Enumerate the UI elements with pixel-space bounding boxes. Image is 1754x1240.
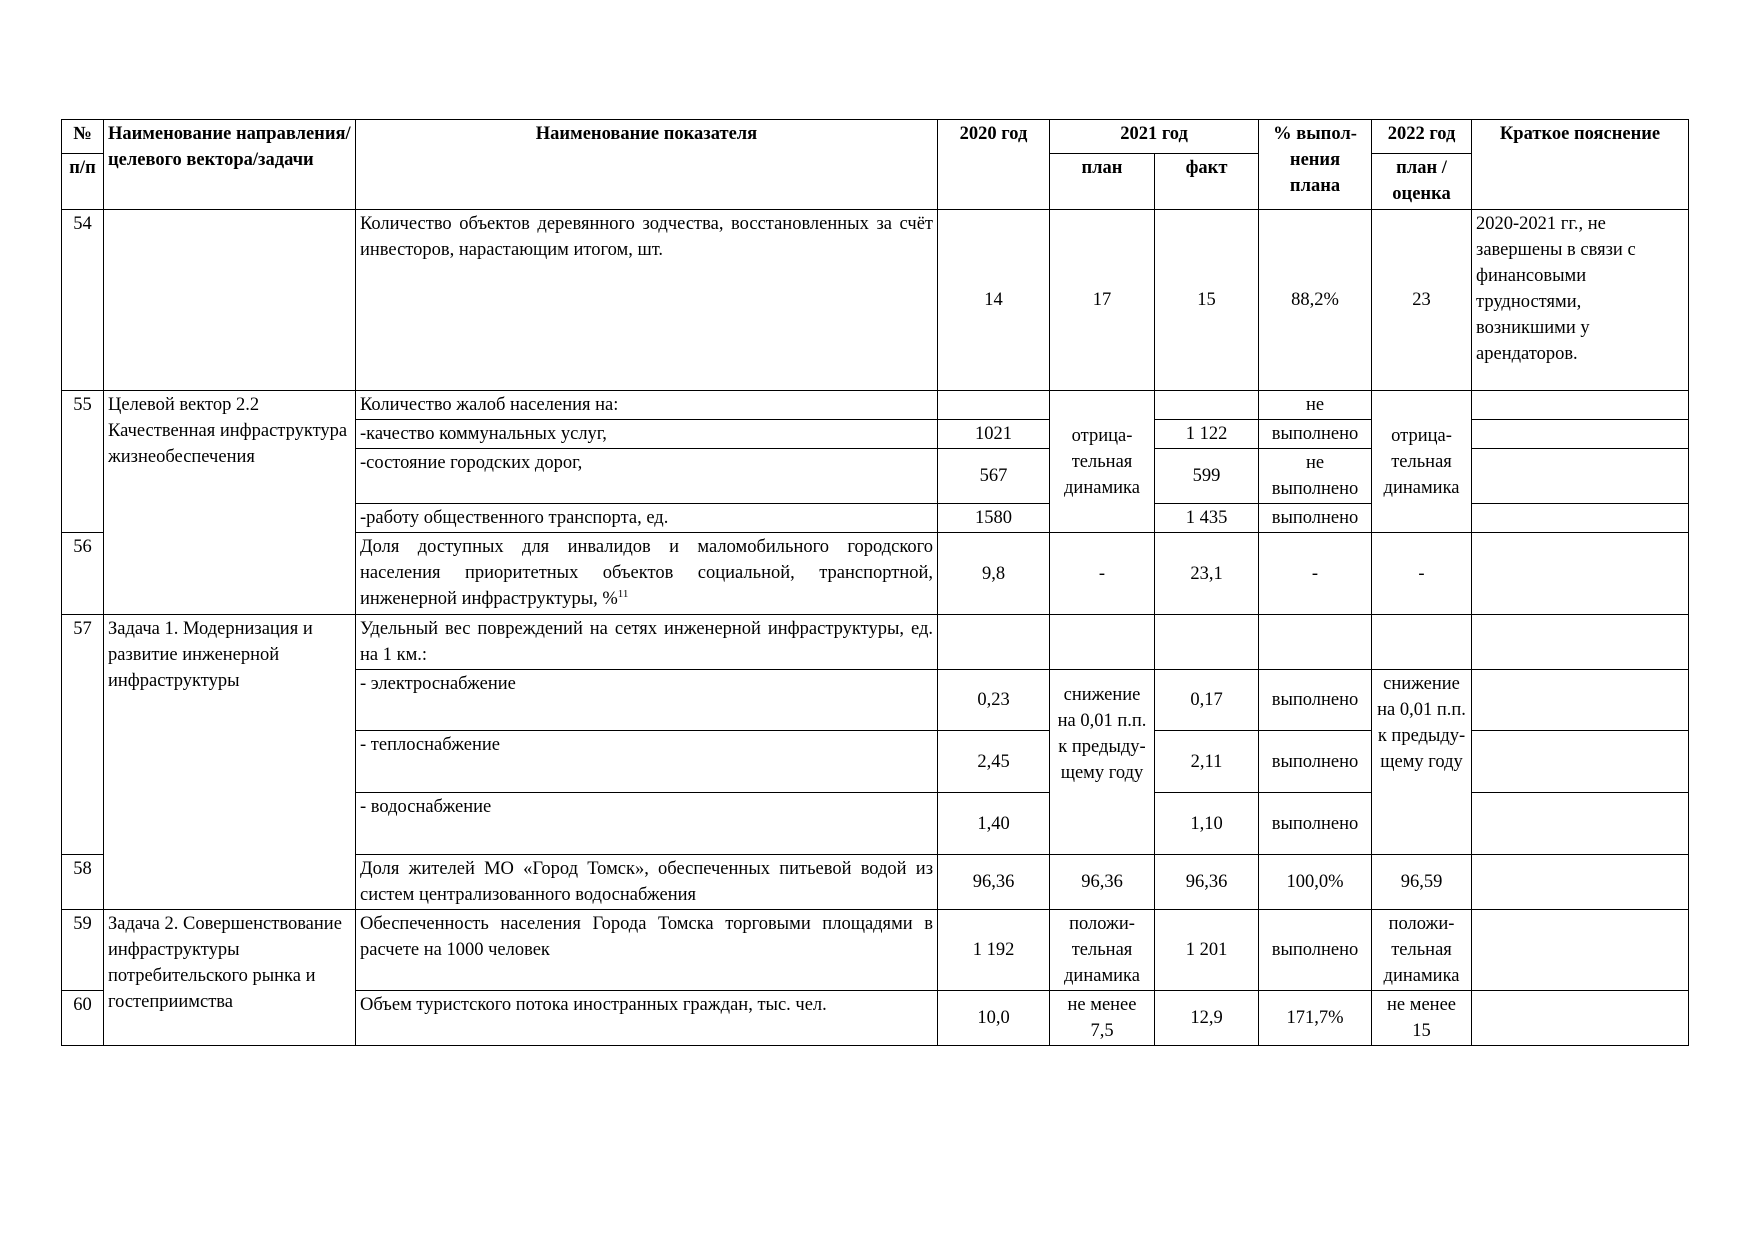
plan-2021: - [1050,533,1155,615]
table-row-57 [62,615,1689,670]
indicator-name: -работу общественного транспорта, ед. [356,504,938,533]
fact-2021: 1,10 [1155,793,1259,855]
value-2020: 96,36 [938,855,1050,910]
percent-complete: не выполнено [1259,449,1372,504]
note-cell [1472,504,1689,533]
note-cell: 2020-2021 гг., не завершены в связи с финансовыми трудностями, возникшими у арендаторов. [1472,210,1689,391]
value-2020: 1,40 [938,793,1050,855]
fact-2021: 1 122 [1155,420,1259,449]
plan-2022: - [1372,533,1472,615]
header-2020: 2020 год [938,120,1050,210]
plan-2021: 96,36 [1050,855,1155,910]
note-cell [1472,391,1689,420]
report-table [61,119,1689,1046]
value-2020: 1580 [938,504,1050,533]
value-2020: 567 [938,449,1050,504]
percent-complete: выполнено [1259,910,1372,991]
note-cell [1472,855,1689,910]
percent-complete: выполнено [1259,670,1372,731]
row-number: 58 [62,855,104,910]
plan-2021: не менее 7,5 [1050,991,1155,1046]
percent-complete: - [1259,533,1372,615]
header-2021: 2021 год [1050,120,1259,154]
indicator-name: Количество объектов деревянного зодчества, восстановленных за счёт инвесторов, нарастающим итогом, шт. [356,210,938,391]
percent-complete: выполнено [1259,793,1372,855]
table-row-55 [62,391,1689,420]
note-cell [1472,991,1689,1046]
header-indicator: Наименование показателя [356,120,938,210]
plan-2022: 96,59 [1372,855,1472,910]
footnote-mark: 11 [617,587,629,600]
header-plan-estimate: план / оценка [1372,154,1472,210]
value-2020: 1 192 [938,910,1050,991]
header-num-2: п/п [62,154,104,210]
percent-complete: не [1259,391,1372,420]
note-cell [1472,731,1689,793]
indicator-name: Количество жалоб населения на: [356,391,938,420]
value-2020: 1021 [938,420,1050,449]
percent-complete: 100,0% [1259,855,1372,910]
value-2020: 2,45 [938,731,1050,793]
fact-2021 [1155,391,1259,420]
percent-complete: 171,7% [1259,991,1372,1046]
direction-cell: Целевой вектор 2.2 Качественная инфраструктура жизнеобеспечения [104,391,356,615]
plan-2022 [1372,615,1472,670]
note-cell [1472,533,1689,615]
fact-2021 [1155,615,1259,670]
fact-2021: 599 [1155,449,1259,504]
fact-2021: 1 435 [1155,504,1259,533]
value-2020 [938,391,1050,420]
row-number: 59 [62,910,104,991]
indicator-text: Доля доступных для инвалидов и маломобильного городского населения приоритетных объектов социальной, транспортной, инженерной инфраструктуры, % [360,537,933,609]
table-row-59 [62,910,1689,991]
note-cell [1472,670,1689,731]
plan-2022: снижение на 0,01 п.п. к предыду-щему году [1372,670,1472,855]
value-2020 [938,615,1050,670]
plan-2021: 17 [1050,210,1155,391]
row-number: 60 [62,991,104,1046]
direction-cell: Задача 2. Совершенствование инфраструктуры потребительского рынка и гостеприимства [104,910,356,1046]
fact-2021: 1 201 [1155,910,1259,991]
row-number: 56 [62,533,104,615]
value-2020: 9,8 [938,533,1050,615]
fact-2021: 2,11 [1155,731,1259,793]
indicator-name: - электроснабжение [356,670,938,731]
indicator-name: -качество коммунальных услуг, [356,420,938,449]
plan-2022: положи-тельная динамика [1372,910,1472,991]
note-cell [1472,449,1689,504]
indicator-name [356,533,938,615]
indicator-name: -состояние городских дорог, [356,449,938,504]
percent-complete: выполнено [1259,504,1372,533]
indicator-name: - теплоснабжение [356,731,938,793]
header-2022: 2022 год [1372,120,1472,154]
header-direction: Наименование направления/целевого вектора/задачи [104,120,356,210]
table-row-54 [62,210,1689,391]
direction-cell: Задача 1. Модернизация и развитие инженерной инфраструктуры [104,615,356,910]
row-number: 57 [62,615,104,855]
header-plan: план [1050,154,1155,210]
value-2020: 10,0 [938,991,1050,1046]
indicator-name: Обеспеченность населения Города Томска торговыми площадями в расчете на 1000 человек [356,910,938,991]
note-cell [1472,420,1689,449]
plan-2021 [1050,615,1155,670]
percent-complete: выполнено [1259,420,1372,449]
plan-2021: положи-тельная динамика [1050,910,1155,991]
direction-cell [104,210,356,391]
percent-complete [1259,615,1372,670]
plan-2022: не менее 15 [1372,991,1472,1046]
plan-2021: отрица-тельная динамика [1050,391,1155,533]
header-percent: % выпол-нения плана [1259,120,1372,210]
fact-2021: 96,36 [1155,855,1259,910]
note-cell [1472,793,1689,855]
fact-2021: 23,1 [1155,533,1259,615]
indicator-name: Доля жителей МО «Город Томск», обеспеченных питьевой водой из систем централизованного водоснабжения [356,855,938,910]
row-number: 55 [62,391,104,533]
header-note: Краткое пояснение [1472,120,1689,210]
note-cell [1472,910,1689,991]
indicator-name: - водоснабжение [356,793,938,855]
header-fact: факт [1155,154,1259,210]
plan-2021: снижение на 0,01 п.п. к предыду-щему году [1050,670,1155,855]
fact-2021: 15 [1155,210,1259,391]
value-2020: 0,23 [938,670,1050,731]
percent-complete: 88,2% [1259,210,1372,391]
header-num: № [62,120,104,154]
percent-complete: выполнено [1259,731,1372,793]
note-cell [1472,615,1689,670]
row-number: 54 [62,210,104,391]
fact-2021: 12,9 [1155,991,1259,1046]
plan-2022: отрица-тельная динамика [1372,391,1472,533]
plan-2022: 23 [1372,210,1472,391]
value-2020: 14 [938,210,1050,391]
indicator-name: Объем туристского потока иностранных граждан, тыс. чел. [356,991,938,1046]
fact-2021: 0,17 [1155,670,1259,731]
header-row-1 [62,120,1689,154]
indicator-name: Удельный вес повреждений на сетях инженерной инфраструктуры, ед. на 1 км.: [356,615,938,670]
